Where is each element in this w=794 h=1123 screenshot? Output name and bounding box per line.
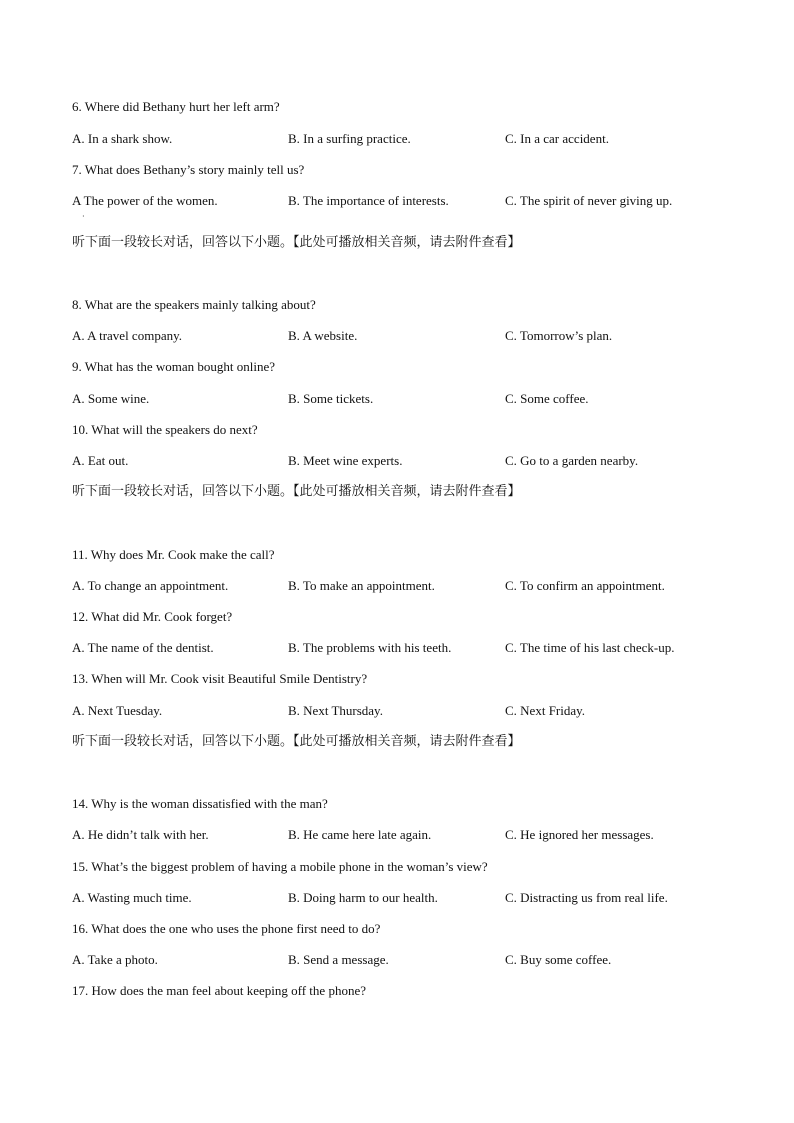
question-stem: 15. What’s the biggest problem of having a mobile phone in the woman’s view? (72, 859, 488, 874)
option-c: C. To confirm an appointment. (505, 578, 665, 593)
option-a: A. He didn’t talk with her. (72, 827, 209, 842)
question-stem: 10. What will the speakers do next? (72, 422, 258, 437)
option-a: A. Eat out. (72, 453, 129, 468)
option-c: C. Tomorrow’s plan. (505, 328, 613, 343)
option-a: A. Take a photo. (72, 952, 158, 967)
option-b: B. The problems with his teeth. (288, 640, 452, 655)
option-c: C. Some coffee. (505, 391, 589, 406)
question-stem: 13. When will Mr. Cook visit Beautiful Smile Dentistry? (72, 671, 368, 686)
question-stem: 14. Why is the woman dissatisfied with the man? (72, 796, 328, 811)
option-b: B. Send a message. (288, 952, 389, 967)
option-c: C. Buy some coffee. (505, 952, 612, 967)
listening-instruction: 听下面一段较长对话，回答以下小题。【此处可播放相关音频，请去附件查看】 (72, 484, 521, 499)
option-b: B. In a surfing practice. (288, 131, 411, 146)
option-a: A. In a shark show. (72, 131, 173, 146)
question-stem: 6. Where did Bethany hurt her left arm? (72, 99, 280, 114)
question-stem: 11. Why does Mr. Cook make the call? (72, 547, 275, 562)
question-stem: 9. What has the woman bought online? (72, 359, 276, 374)
option-b: B. The importance of interests. (288, 193, 449, 208)
listening-instruction: 听下面一段较长对话，回答以下小题。【此处可播放相关音频，请去附件查看】 (72, 235, 521, 250)
question-stem: 16. What does the one who uses the phone first need to do? (72, 921, 381, 936)
option-c: C. Next Friday. (505, 703, 586, 718)
option-a: A. The name of the dentist. (72, 640, 214, 655)
option-c: C. He ignored her messages. (505, 827, 654, 842)
option-c: C. In a car accident. (505, 131, 609, 146)
option-a: A. To change an appointment. (72, 578, 229, 593)
listening-instruction: 听下面一段较长对话，回答以下小题。【此处可播放相关音频，请去附件查看】 (72, 734, 521, 749)
option-a: A. A travel company. (72, 328, 182, 343)
option-c: C. Go to a garden nearby. (505, 453, 639, 468)
option-b: B. Meet wine experts. (288, 453, 403, 468)
option-b: B. A website. (288, 328, 358, 343)
option-c: C. Distracting us from real life. (505, 890, 668, 905)
option-b: B. To make an appointment. (288, 578, 435, 593)
option-b: B. Some tickets. (288, 391, 374, 406)
option-a: A. Next Tuesday. (72, 703, 163, 718)
question-stem: 7. What does Bethany’s story mainly tell us? (72, 162, 305, 177)
option-b: B. Doing harm to our health. (288, 890, 438, 905)
option-b: B. Next Thursday. (288, 703, 383, 718)
stray-dot: · (82, 212, 85, 221)
option-c: C. The time of his last check-up. (505, 640, 675, 655)
question-stem: 17. How does the man feel about keeping off the phone? (72, 983, 366, 998)
option-c: C. The spirit of never giving up. (505, 193, 673, 208)
option-a: A. Some wine. (72, 391, 150, 406)
question-stem: 8. What are the speakers mainly talking about? (72, 297, 316, 312)
option-b: B. He came here late again. (288, 827, 432, 842)
question-stem: 12. What did Mr. Cook forget? (72, 609, 233, 624)
option-a: A The power of the women. (72, 193, 218, 208)
option-a: A. Wasting much time. (72, 890, 192, 905)
